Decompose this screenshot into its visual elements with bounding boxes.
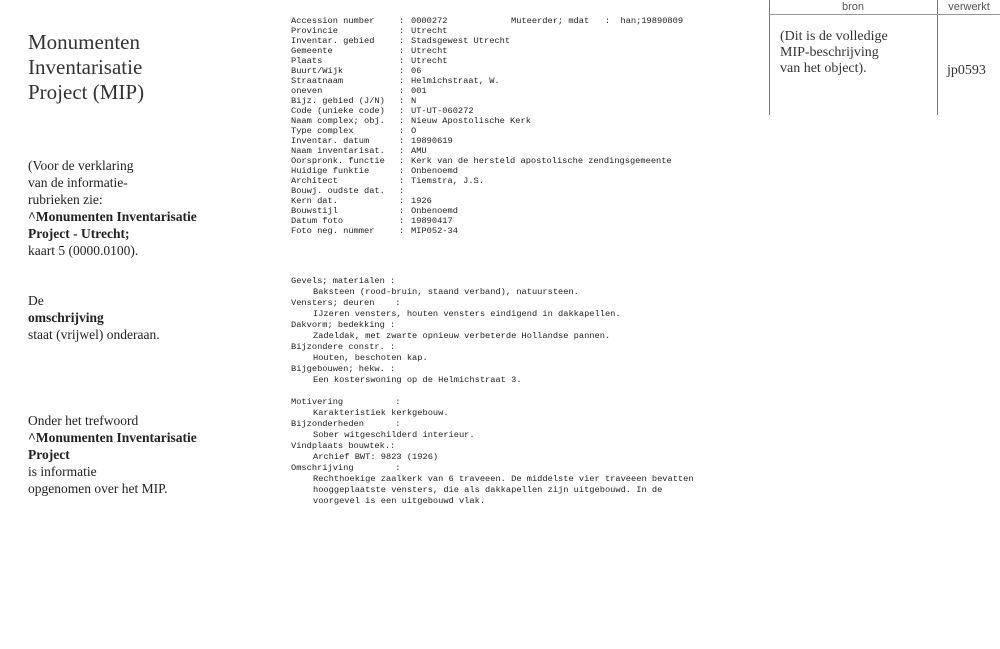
field-separator: : [399, 116, 405, 126]
muteerder-value: han;19890809 [620, 16, 684, 26]
field-value: 0000272 [411, 16, 448, 26]
record-sections-building [291, 276, 621, 386]
box-left-border [769, 0, 770, 115]
note-suffix: is informatie [28, 464, 97, 479]
field-label: Plaats [291, 56, 323, 66]
reference-link-text: ^Monumenten Inventarisatie [28, 430, 197, 445]
field-value: Utrecht [411, 26, 448, 36]
keyword-note [28, 412, 258, 497]
title-line-2: Inventarisatie [28, 55, 143, 79]
field-separator: : [399, 206, 405, 216]
field-separator: : [399, 26, 405, 36]
section-heading: Omschrijving : [291, 463, 401, 473]
field-value: 19890619 [411, 136, 453, 146]
bron-description [780, 29, 888, 77]
field-value: 1926 [411, 196, 432, 206]
section-heading: Motivering : [291, 397, 401, 407]
bron-line: van het object). [780, 61, 867, 76]
note-line [28, 446, 258, 480]
field-label: Type complex [291, 126, 354, 136]
field-label: Inventar. gebied [291, 36, 375, 46]
section-text: voorgevel is een uitgebouwd vlak. [313, 496, 486, 506]
reference-link-text: Project [28, 447, 70, 462]
note-line: staat (vrijwel) onderaan. [28, 327, 160, 342]
note-prefix: De [28, 293, 44, 308]
field-label: Accession number [291, 16, 375, 26]
field-value: Onbenoemd [411, 206, 458, 216]
section-text: Karakteristiek kerkgebouw. [313, 408, 449, 418]
field-value: O [411, 126, 417, 136]
section-text: IJzeren vensters, houten vensters eindigend in dakkapellen. [313, 309, 621, 319]
field-label: Naam complex; obj. [291, 116, 385, 126]
section-text: Archief BWT: 9823 (1926) [313, 452, 439, 462]
field-value: N [411, 96, 417, 106]
field-label: Oorspronk. functie [291, 156, 385, 166]
field-value: Utrecht [411, 46, 448, 56]
section-text: Baksteen (rood-bruin, staand verband), natuursteen. [313, 287, 579, 297]
field-separator: : [399, 196, 405, 206]
field-separator: : [399, 86, 405, 96]
description-note [28, 292, 258, 343]
field-label: oneven [291, 86, 323, 96]
reference-link-text: Project - Utrecht; [28, 226, 130, 241]
note-bold-term: omschrijving [28, 310, 104, 325]
note-line: kaart 5 (0000.0100). [28, 243, 139, 258]
field-value: 06 [411, 66, 422, 76]
bron-line: (Dit is de volledige [780, 29, 888, 44]
note-line: (Voor de verklaring [28, 158, 134, 173]
box-header-divider [769, 14, 1000, 15]
record-sections-notes [291, 397, 694, 507]
left-panel [28, 30, 258, 105]
field-label: Provincie [291, 26, 338, 36]
explanation-note [28, 157, 258, 259]
field-separator: : [399, 216, 405, 226]
field-label: Straatnaam [291, 76, 344, 86]
section-text: Een kosterswoning op de Helmichstraat 3. [313, 375, 522, 385]
field-separator: : [399, 36, 405, 46]
field-label: Huidige funktie [291, 166, 370, 176]
field-separator: : [589, 16, 621, 26]
field-value: UT-UT-060272 [411, 106, 474, 116]
field-value: Stadsgewest Utrecht [411, 36, 511, 46]
field-value: Tiemstra, J.S. [411, 176, 484, 186]
section-text: Houten, beschoten kap. [313, 353, 428, 363]
processing-code: jp0593 [947, 63, 986, 78]
field-label: Kern dat. [291, 196, 338, 206]
field-separator: : [399, 56, 405, 66]
title-line-1: Monumenten [28, 30, 140, 54]
section-heading: Bijzonderheden : [291, 419, 401, 429]
field-separator: : [399, 136, 405, 146]
field-separator: : [399, 166, 405, 176]
source-box [769, 0, 1000, 115]
note-line: rubrieken zie: [28, 192, 103, 207]
field-label: Architect [291, 176, 338, 186]
reference-link-text: ^Monumenten Inventarisatie [28, 209, 197, 224]
field-value: Kerk van de hersteld apostolische zendingsgemeente [411, 156, 672, 166]
field-value: Nieuw Apostolische Kerk [411, 116, 531, 126]
field-separator: : [399, 176, 405, 186]
field-label: Naam inventarisat. [291, 146, 385, 156]
field-value: AMU [411, 146, 427, 156]
field-label: Code (unieke code) [291, 106, 385, 116]
field-separator: : [399, 76, 405, 86]
field-separator: : [399, 66, 405, 76]
field-separator: : [399, 96, 405, 106]
verwerkt-header: verwerkt [948, 1, 990, 13]
section-heading: Bijzondere constr. : [291, 342, 396, 352]
section-heading: Vensters; deuren : [291, 298, 401, 308]
note-line: opgenomen over het MIP. [28, 481, 168, 496]
field-separator: : [399, 146, 405, 156]
note-line: Onder het trefwoord [28, 413, 139, 428]
field-value: Utrecht [411, 56, 448, 66]
field-separator: : [399, 106, 405, 116]
field-separator: : [399, 16, 405, 26]
section-heading: Vindplaats bouwtek.: [291, 441, 396, 451]
field-separator: : [399, 126, 405, 136]
section-heading: Bijgebouwen; hekw. : [291, 364, 396, 374]
box-column-divider [937, 0, 938, 115]
field-label: Datum foto [291, 216, 344, 226]
bron-header: bron [841, 1, 865, 13]
field-value: Helmichstraat, W. [411, 76, 500, 86]
section-text: Rechthoekige zaalkerk van 6 traveeen. De middelste vier traveeen bevatten [313, 474, 694, 484]
muteerder-field [511, 16, 683, 26]
field-value: 19890417 [411, 216, 453, 226]
field-value: MIP052-34 [411, 226, 458, 236]
note-line [28, 292, 258, 326]
note-line: van de informatie- [28, 175, 128, 190]
section-text: hooggeplaatste vensters, die als dakkapellen zijn uitgebouwd. In de [313, 485, 663, 495]
field-label: Foto neg. nummer [291, 226, 375, 236]
section-text: Sober witgeschilderd interieur. [313, 430, 475, 440]
field-value: Onbenoemd [411, 166, 458, 176]
field-label: Gemeente [291, 46, 333, 56]
section-heading: Dakvorm; bedekking : [291, 320, 396, 330]
field-label: Bijz. gebied (J/N) [291, 96, 385, 106]
field-label: Inventar. datum [291, 136, 370, 146]
page-title [28, 30, 258, 105]
field-separator: : [399, 156, 405, 166]
bron-line: MIP-beschrijving [780, 45, 879, 60]
section-heading: Gevels; materialen : [291, 276, 396, 286]
field-separator: : [399, 46, 405, 56]
field-separator: : [399, 186, 405, 196]
field-label: Buurt/Wijk [291, 66, 344, 76]
field-value: 001 [411, 86, 427, 96]
section-text: Zadeldak, met zwarte opnieuw verbeterde Hollandse pannen. [313, 331, 611, 341]
muteerder-label: Muteerder; mdat [511, 16, 590, 26]
field-separator: : [399, 226, 405, 236]
title-line-3: Project (MIP) [28, 80, 145, 104]
field-label: Bouwj. oudste dat. [291, 186, 385, 196]
field-label: Bouwstijl [291, 206, 338, 216]
